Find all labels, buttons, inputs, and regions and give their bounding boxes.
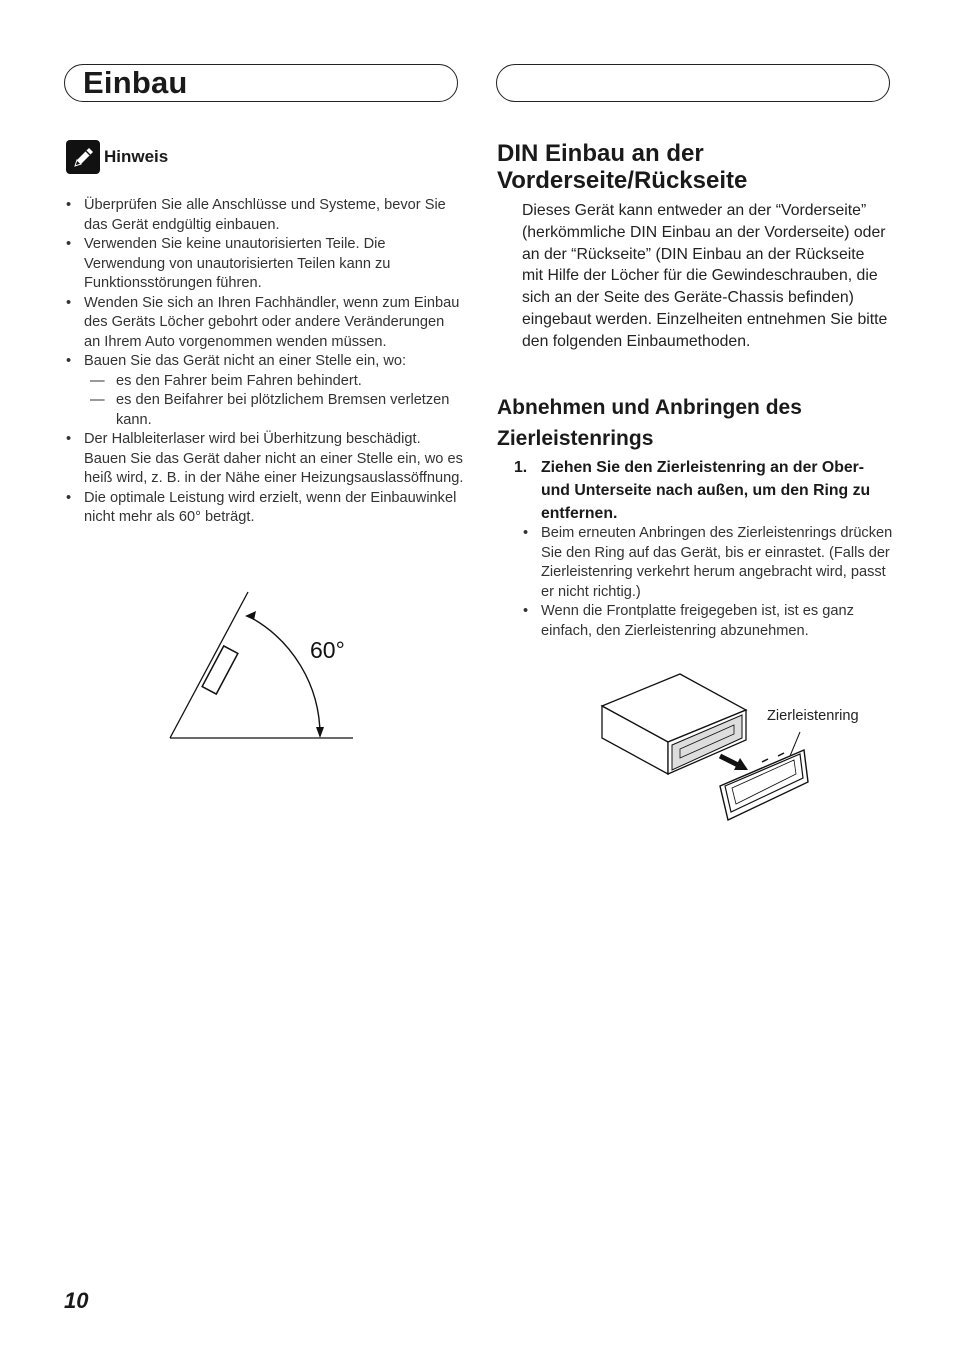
list-item: • Die optimale Leistung wird erzielt, wenn der Einbauwinkel nicht mehr als 60° beträgt. [64,489,464,528]
trim-ring-label: Zierleistenring [767,708,859,724]
din-paragraph: Dieses Gerät kann entweder an der “Vorderseite” (herkömmliche DIN Einbau an der Vorderseite) oder an der “Rückseite” (DIN Einbau an der Rückseite mit Hilfe der Löcher für die Gewindeschrauben, die sich an der Seite des Geräte-Chassis befinden) eingebaut werden. Einzelheiten entnehmen Sie bitte den folgenden Einbaumethoden. [522,202,888,350]
installation-angle-diagram [160,586,360,746]
list-item: • Der Halbleiterlaser wird bei Überhitzung beschädigt. Bauen Sie das Gerät daher nicht an einer Stelle ein, wo es heiß wird, z. B. in der Nähe einer Heizungsauslassöffnung. [64,430,464,489]
din-heading: DIN Einbau an der Vorderseite/Rückseite [497,140,748,194]
list-item: • Verwenden Sie keine unautorisierten Teile. Die Verwendung von unautorisierten Teilen kann zu Funktionsstörungen führen. [64,235,464,294]
angle-arc [248,616,320,736]
note-pencil-icon [66,140,100,174]
list-item: • Wenden Sie sich an Ihren Fachhändler, wenn zum Einbau des Geräts Löcher gebohrt oder andere Veränderungen an Ihrem Auto vorgenommen wenden müssen. [64,294,464,353]
list-item [64,352,464,430]
list-item-text: Bauen Sie das Gerät nicht an einer Stelle ein, wo: [84,353,407,369]
step-text: Ziehen Sie den Zierleistenring an der Ober- und Unterseite nach außen, um den Ring zu entfernen. [541,459,871,522]
incline-line [170,592,248,738]
note-header [66,140,168,174]
step-number: 1. [514,459,528,476]
section-header [64,64,458,102]
note-bullet-list [64,196,464,528]
page-number: 10 [64,1288,89,1313]
step-1 [514,456,890,525]
list-item: • Beim erneuten Anbringen des Zierleistenrings drücken Sie den Ring auf das Gerät, bis er einrastet. (Falls der Zierleistenring verkehrt herum angebracht wird, passt er nicht richtig.) [520,524,896,602]
section-title: Einbau [83,65,188,100]
pull-arrow-icon [720,756,748,770]
list-item: • Überprüfen Sie alle Anschlüsse und Systeme, bevor Sie das Gerät endgültig einbauen. [64,196,464,235]
trim-ring-diagram [590,666,820,826]
section-header-empty [496,64,890,102]
note-label: Hinweis [104,147,169,166]
sub-list [84,372,464,431]
arc-arrowhead-top [245,611,256,620]
angle-label: 60° [310,637,345,663]
sub-list-item: — es den Beifahrer bei plötzlichem Bremsen verletzen kann. [84,391,464,430]
arc-arrowhead-bottom [316,727,324,738]
ring-heading: Abnehmen und Anbringen des Zierleistenrings [497,396,802,450]
step-bullet-list [520,524,896,641]
unit-rectangle [202,646,238,694]
sub-list-item: — es den Fahrer beim Fahren behindert. [84,372,464,392]
list-item: • Wenn die Frontplatte freigegeben ist, ist es ganz einfach, den Zierleistenring abzunehmen. [520,602,896,641]
